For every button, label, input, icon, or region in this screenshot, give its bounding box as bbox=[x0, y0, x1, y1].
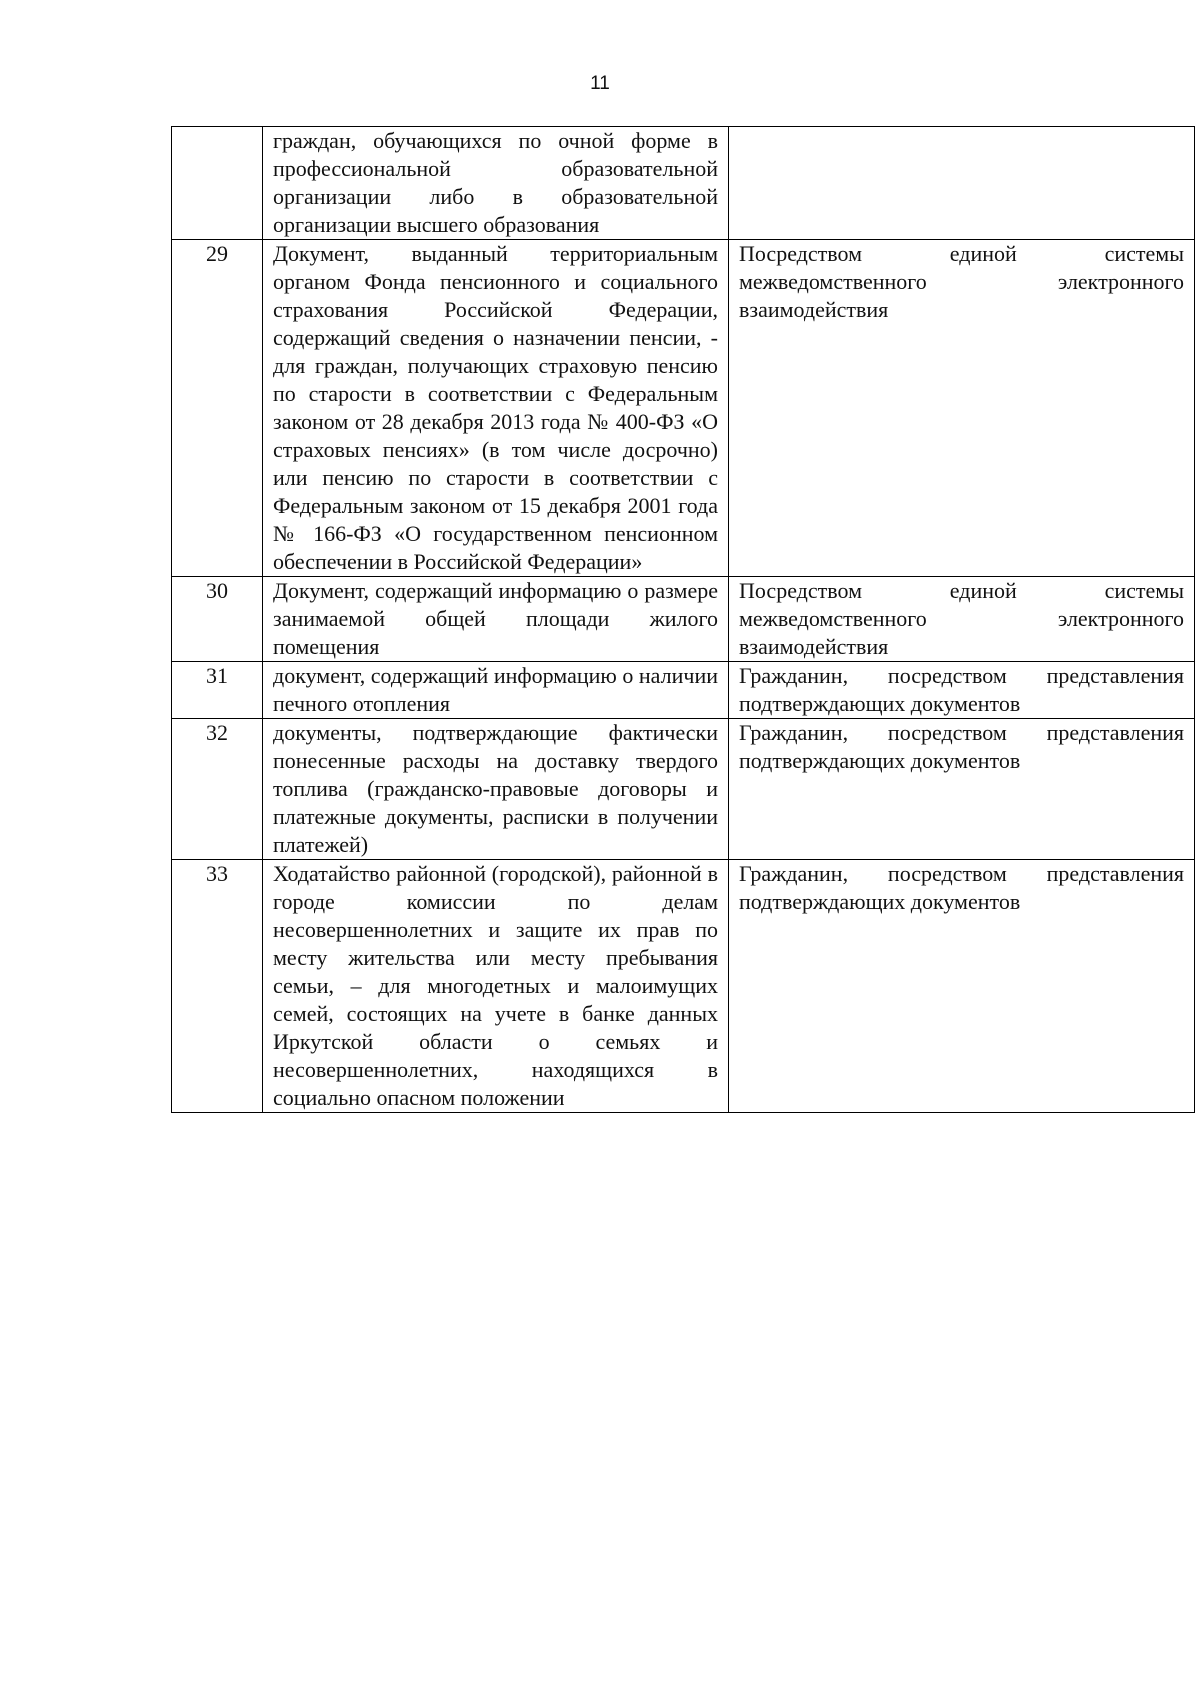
document-cell: Документ, выданный территориальным органом Фонда пенсионного и социального страхования Российской Федерации, содержащий сведения о назначении пенсии, - для граждан, получающих страховую пенсию по старости в соответствии с Федеральным законом от 28 декабря 2013 года № 400-ФЗ «О страховых пенсиях» (в том числе досрочно) или пенсию по старости в соответствии с Федеральным законом от 15 декабря 2001 года № 166-ФЗ «О государственном пенсионном обеспечении в Российской Федерации» bbox=[263, 240, 729, 577]
document-cell: документы, подтверждающие фактически понесенные расходы на доставку твердого топлива (гражданско-правовые договоры и платежные документы, расписки в получении платежей) bbox=[263, 719, 729, 860]
row-number-cell: 32 bbox=[172, 719, 263, 860]
page-number: 11 bbox=[590, 73, 610, 94]
row-number-cell bbox=[172, 127, 263, 240]
row-number-cell: 33 bbox=[172, 860, 263, 1113]
document-cell: документ, содержащий информацию о наличии печного отопления bbox=[263, 662, 729, 719]
source-cell: Посредством единой системы межведомственного электронного взаимодействия bbox=[729, 577, 1195, 662]
table-row bbox=[172, 662, 1195, 719]
documents-table bbox=[171, 126, 1195, 1113]
row-number-cell: 29 bbox=[172, 240, 263, 577]
document-cell: Ходатайство районной (городской), районной в городе комиссии по делам несовершеннолетних и защите их прав по месту жительства или месту пребывания семьи, – для многодетных и малоимущих семей, состоящих на учете в банке данных Иркутской области о семьях и несовершеннолетних, находящихся в социально опасном положении bbox=[263, 860, 729, 1113]
table-row bbox=[172, 860, 1195, 1113]
source-cell: Гражданин, посредством представления подтверждающих документов bbox=[729, 662, 1195, 719]
document-cell: Документ, содержащий информацию о размере занимаемой общей площади жилого помещения bbox=[263, 577, 729, 662]
table-row bbox=[172, 127, 1195, 240]
row-number-cell: 30 bbox=[172, 577, 263, 662]
row-number-cell: 31 bbox=[172, 662, 263, 719]
document-cell: граждан, обучающихся по очной форме в профессиональной образовательной организации либо в образовательной организации высшего образования bbox=[263, 127, 729, 240]
source-cell: Гражданин, посредством представления подтверждающих документов bbox=[729, 719, 1195, 860]
source-cell: Гражданин, посредством представления подтверждающих документов bbox=[729, 860, 1195, 1113]
source-cell bbox=[729, 127, 1195, 240]
table-row bbox=[172, 577, 1195, 662]
source-cell: Посредством единой системы межведомственного электронного взаимодействия bbox=[729, 240, 1195, 577]
table-row bbox=[172, 719, 1195, 860]
table-row bbox=[172, 240, 1195, 577]
